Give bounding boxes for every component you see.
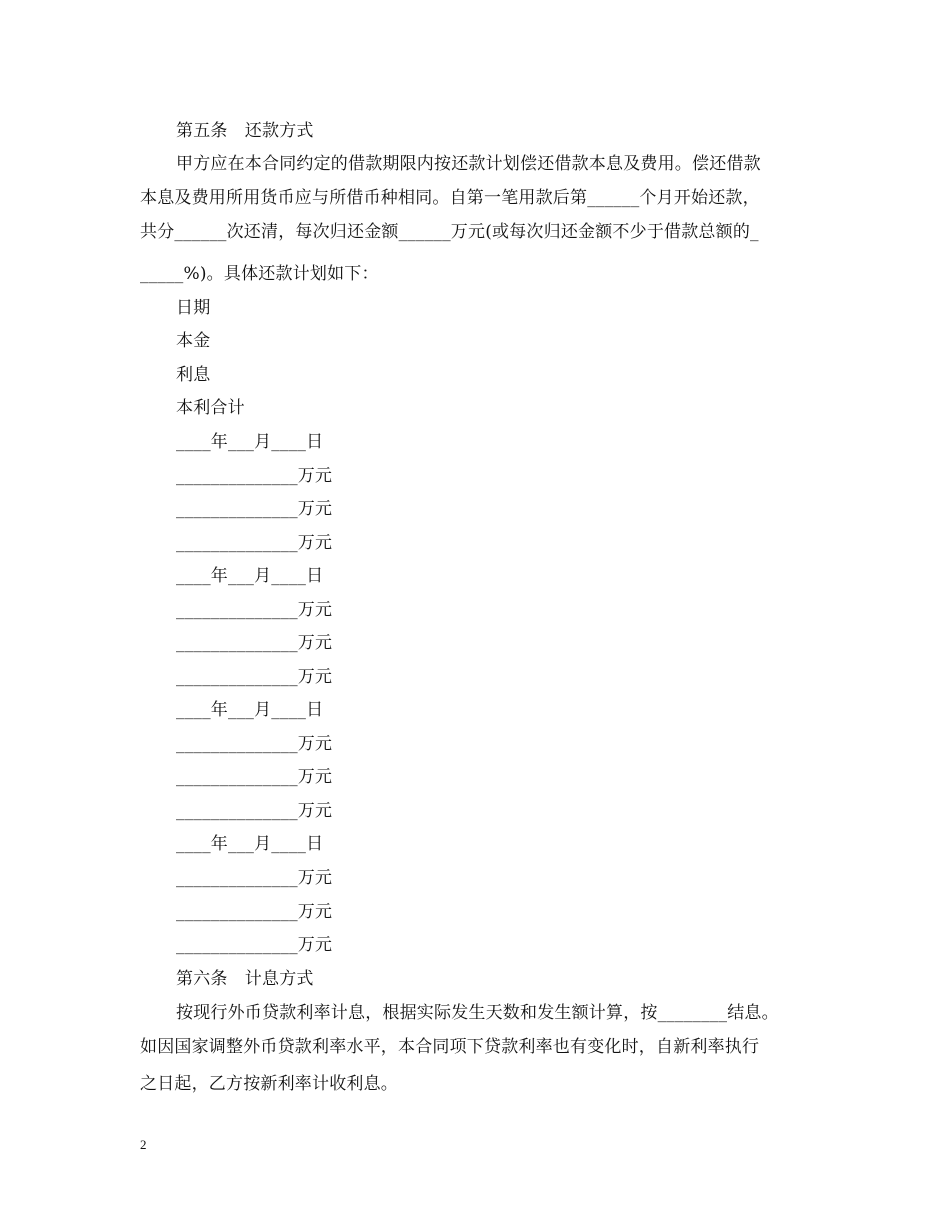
plan-row-4-principal: ______________万元 <box>176 868 333 888</box>
plan-row-1-principal: ______________万元 <box>176 466 333 486</box>
article5-para-line-1: 甲方应在本合同约定的借款期限内按还款计划偿还借款本息及费用。偿还借款 <box>176 154 761 174</box>
plan-row-4-date: ____年___月____日 <box>176 834 324 854</box>
plan-header-total: 本利合计 <box>176 398 245 418</box>
plan-row-2-total: ______________万元 <box>176 667 333 687</box>
plan-row-1-date: ____年___月____日 <box>176 432 324 452</box>
plan-header-interest: 利息 <box>176 365 211 385</box>
plan-header-date: 日期 <box>176 298 211 318</box>
page-number: 2 <box>140 1137 147 1152</box>
plan-row-1-total: ______________万元 <box>176 533 333 553</box>
article6-para-line-3: 之日起，乙方按新利率计收利息。 <box>140 1074 398 1094</box>
plan-row-3-principal: ______________万元 <box>176 734 333 754</box>
article5-para-line-3: 共分______次还清，每次归还金额______万元(或每次归还金额不少于借款总额的_ <box>140 222 759 242</box>
plan-row-3-date: ____年___月____日 <box>176 700 324 720</box>
article5-para-line-2: 本息及费用所用货币应与所借币种相同。自第一笔用款后第______个月开始还款， <box>140 188 760 208</box>
article6-para-line-1: 按现行外币贷款利率计息，根据实际发生天数和发生额计算，按________结息。 <box>176 1003 779 1023</box>
plan-header-principal: 本金 <box>176 331 211 351</box>
plan-row-4-total: ______________万元 <box>176 935 333 955</box>
plan-row-2-principal: ______________万元 <box>176 600 333 620</box>
article6-para-line-2: 如因国家调整外币贷款利率水平，本合同项下贷款利率也有变化时，自新利率执行 <box>140 1037 760 1057</box>
plan-row-3-total: ______________万元 <box>176 801 333 821</box>
plan-row-3-interest: ______________万元 <box>176 767 333 787</box>
plan-row-4-interest: ______________万元 <box>176 902 333 922</box>
plan-row-1-interest: ______________万元 <box>176 499 333 519</box>
article5-heading: 第五条 还款方式 <box>176 121 314 141</box>
plan-row-2-interest: ______________万元 <box>176 633 333 653</box>
article5-para-line-4: _____%)。具体还款计划如下： <box>140 264 379 284</box>
plan-row-2-date: ____年___月____日 <box>176 566 324 586</box>
article6-heading: 第六条 计息方式 <box>176 969 314 989</box>
